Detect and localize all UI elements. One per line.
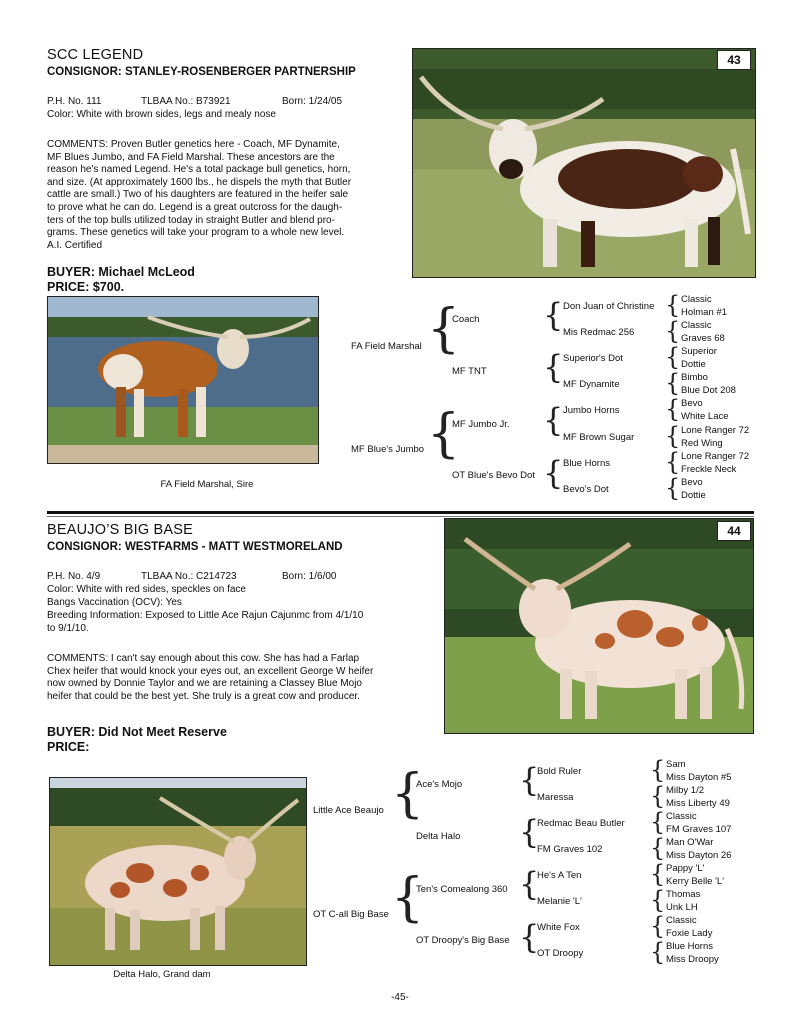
lot44-comments bbox=[47, 653, 427, 703]
pedigree-dam: OT C-all Big Base bbox=[313, 909, 389, 920]
pedigree-ggp: Bevo's Dot bbox=[563, 484, 609, 495]
pedigree-ggp: Bold Ruler bbox=[537, 766, 582, 777]
bracket: { bbox=[391, 868, 425, 928]
pedigree-gggp: Lone Ranger 72 bbox=[681, 451, 750, 462]
comment-line: now owned by Donnie Taylor and we are retaining a Classey Blue Mojo bbox=[47, 678, 362, 690]
bracket: { bbox=[665, 422, 681, 450]
pedigree-gggp: Freckle Neck bbox=[681, 464, 737, 475]
pedigree-ggp: Don Juan of Christine bbox=[563, 301, 655, 312]
bracket: { bbox=[519, 761, 540, 799]
pedigree-sire: FA Field Marshal bbox=[351, 341, 422, 352]
lot44-title: BEAUJO’S BIG BASE bbox=[47, 522, 194, 538]
comment-line: COMMENTS: I can't say enough about this cow. She has had a Farlap bbox=[47, 653, 360, 664]
lot43-buyer: BUYER: Michael McLeod bbox=[47, 265, 195, 279]
lot44-ph-no: P.H. No. 4/9 bbox=[47, 571, 101, 582]
pedigree-ggp: FM Graves 102 bbox=[537, 844, 603, 855]
lot43-number-badge: 43 bbox=[717, 50, 751, 70]
bracket: { bbox=[543, 401, 564, 439]
bracket: { bbox=[650, 834, 666, 862]
pedigree-gggp: Lone Ranger 72 bbox=[681, 425, 750, 436]
pedigree-gggp: Classic bbox=[666, 811, 697, 822]
pedigree-gggp: Holman #1 bbox=[681, 307, 727, 318]
pedigree-gggp: Bimbo bbox=[681, 372, 708, 383]
bracket: { bbox=[650, 938, 666, 966]
pedigree-grandparent: OT Droopy's Big Base bbox=[416, 935, 510, 946]
pedigree-grandparent: Delta Halo bbox=[416, 831, 461, 842]
lot43-tlbaa-no: TLBAA No.: B73921 bbox=[141, 96, 231, 107]
lot44-color: Color: White with red sides, speckles on face bbox=[47, 584, 246, 595]
bracket: { bbox=[543, 454, 564, 492]
bracket: { bbox=[665, 395, 681, 423]
lot44-bangs: Bangs Vaccination (OCV): Yes bbox=[47, 597, 182, 608]
pedigree-grandparent: Ten's Comealong 360 bbox=[416, 884, 508, 895]
comment-line: cattle are small.) Two of his daughters are featured in the heifer sale bbox=[47, 189, 349, 201]
pedigree-ggp: Blue Horns bbox=[563, 458, 610, 469]
pedigree-ggp: Melanie 'L' bbox=[537, 896, 582, 907]
longhorn-bull-photo bbox=[413, 49, 755, 277]
bracket: { bbox=[391, 764, 425, 824]
pedigree-gggp: Thomas bbox=[666, 889, 701, 900]
bracket: { bbox=[665, 291, 681, 319]
pedigree-grandparent: Coach bbox=[452, 314, 480, 325]
lot44-price: PRICE: bbox=[47, 740, 90, 754]
comment-line: reason he's named Legend. He's a total package bull genetics, horn, bbox=[47, 164, 351, 176]
pedigree-gggp: Red Wing bbox=[681, 438, 723, 449]
pedigree-gggp: Classic bbox=[681, 320, 712, 331]
page-number: -45- bbox=[391, 992, 409, 1003]
pedigree-gggp: Blue Horns bbox=[666, 941, 713, 952]
bracket: { bbox=[650, 782, 666, 810]
bracket: { bbox=[650, 912, 666, 940]
pedigree-gggp: Classic bbox=[681, 294, 712, 305]
pedigree-gggp: Classic bbox=[666, 915, 697, 926]
pedigree-ggp: Superior's Dot bbox=[563, 353, 623, 364]
pedigree-dam: MF Blue's Jumbo bbox=[351, 444, 425, 455]
pedigree-ggp: OT Droopy bbox=[537, 948, 584, 959]
pedigree-sire: Little Ace Beaujo bbox=[313, 805, 384, 816]
bracket: { bbox=[665, 317, 681, 345]
lot44-photo-caption: Delta Halo, Grand dam bbox=[113, 969, 211, 980]
pedigree-ggp: Maressa bbox=[537, 792, 574, 803]
bracket: { bbox=[543, 296, 564, 334]
pedigree-grandparent: MF TNT bbox=[452, 366, 487, 377]
pedigree-gggp: Bevo bbox=[681, 477, 703, 488]
lot44-number-badge: 44 bbox=[717, 521, 751, 541]
lot43-consignor: CONSIGNOR: STANLEY-ROSENBERGER PARTNERSHIP bbox=[47, 66, 356, 78]
pedigree-gggp: FM Graves 107 bbox=[666, 824, 732, 835]
pedigree-ggp: White Fox bbox=[537, 922, 580, 933]
lot44-main-photo bbox=[444, 518, 754, 734]
bracket: { bbox=[650, 860, 666, 888]
bracket: { bbox=[650, 756, 666, 784]
section-divider bbox=[47, 511, 754, 514]
lot44-tlbaa-no: TLBAA No.: C214723 bbox=[141, 571, 237, 582]
pedigree-ggp: Mis Redmac 256 bbox=[563, 327, 635, 338]
lot44-breeding: Breeding Information: Exposed to Little Ace Rajun Cajunmc from 4/1/10 bbox=[47, 610, 364, 621]
pedigree-ggp: Jumbo Horns bbox=[563, 405, 620, 416]
pedigree-gggp: Foxie Lady bbox=[666, 928, 713, 939]
pedigree-grandparent: Ace's Mojo bbox=[416, 779, 463, 790]
pedigree-ggp: Redmac Beau Butler bbox=[537, 818, 625, 829]
pedigree-gggp: Superior bbox=[681, 346, 717, 357]
pedigree-gggp: Graves 68 bbox=[681, 333, 725, 344]
pedigree-gggp: Bevo bbox=[681, 398, 703, 409]
pedigree-gggp: White Lace bbox=[681, 411, 729, 422]
pedigree-gggp: Man O'War bbox=[666, 837, 714, 848]
lot43-ph-no: P.H. No. 111 bbox=[47, 96, 102, 107]
comment-line: Chex heifer that would knock your eyes out, an excellent George W heifer bbox=[47, 665, 374, 677]
pedigree-gggp: Dottie bbox=[681, 359, 706, 370]
lot44-grand-dam-photo bbox=[49, 777, 307, 966]
lot43-photo-caption: FA Field Marshal, Sire bbox=[160, 479, 254, 490]
longhorn-cow-photo bbox=[445, 519, 753, 733]
lot44-born: Born: 1/6/00 bbox=[282, 571, 337, 582]
pedigree-gggp: Milby 1/2 bbox=[666, 785, 705, 796]
pedigree-gggp: Miss Dayton 26 bbox=[666, 850, 732, 861]
pedigree-ggp: He's A Ten bbox=[537, 870, 582, 881]
lot43-color: Color: White with brown sides, legs and mealy nose bbox=[47, 109, 276, 120]
pedigree-ggp: MF Brown Sugar bbox=[563, 432, 635, 443]
lot43-sire-photo bbox=[47, 296, 319, 464]
pedigree-grandparent: MF Jumbo Jr. bbox=[452, 419, 510, 430]
section-divider-thin bbox=[47, 516, 754, 517]
bracket: { bbox=[519, 865, 540, 903]
comment-line: MF Blues Jumbo, and FA Field Marshal. These ancestors are the bbox=[47, 151, 335, 163]
lot44-consignor: CONSIGNOR: WESTFARMS - MATT WESTMORELAND bbox=[47, 541, 343, 553]
pedigree-gggp: Sam bbox=[666, 759, 686, 770]
pedigree-gggp: Blue Dot 208 bbox=[681, 385, 736, 396]
pedigree-gggp: Pappy 'L' bbox=[666, 863, 705, 874]
pedigree-gggp: Miss Liberty 49 bbox=[666, 798, 730, 809]
sire-photo-image bbox=[48, 297, 318, 463]
bracket: { bbox=[427, 299, 461, 359]
lot43-price: PRICE: $700. bbox=[47, 280, 125, 294]
pedigree-gggp: Dottie bbox=[681, 490, 706, 501]
bracket: { bbox=[543, 348, 564, 386]
bracket: { bbox=[519, 918, 540, 956]
comment-line: A.I. Certified bbox=[47, 239, 103, 251]
lot43-title: SCC LEGEND bbox=[47, 47, 144, 63]
pedigree-ggp: MF Dynamite bbox=[563, 379, 620, 390]
comment-line: and size. (At approximately 1600 lbs., he dispels the myth that Butler bbox=[47, 176, 352, 188]
bracket: { bbox=[665, 474, 681, 502]
bracket: { bbox=[665, 369, 681, 397]
bracket: { bbox=[665, 448, 681, 476]
pedigree-gggp: Miss Droopy bbox=[666, 954, 719, 965]
comment-line: to prove what he can do. Legend is a great outcross for the daugh- bbox=[47, 201, 343, 213]
pedigree-gggp: Miss Dayton #5 bbox=[666, 772, 732, 783]
lot43-born: Born: 1/24/05 bbox=[282, 96, 343, 107]
lot44-breeding-cont: to 9/1/10. bbox=[47, 623, 89, 634]
bracket: { bbox=[665, 343, 681, 371]
comment-line: grams. These genetics will take your program to a whole new level. bbox=[47, 227, 345, 239]
lot44-buyer: BUYER: Did Not Meet Reserve bbox=[47, 725, 227, 739]
bracket: { bbox=[519, 813, 540, 851]
grand-dam-photo-image bbox=[50, 778, 306, 965]
comment-line: ters of the top bulls utilized today in straight Butler and blend pro- bbox=[47, 214, 335, 226]
pedigree-gggp: Unk LH bbox=[666, 902, 698, 913]
bracket: { bbox=[650, 808, 666, 836]
pedigree-gggp: Kerry Belle 'L' bbox=[666, 876, 725, 887]
lot43-comments bbox=[47, 139, 407, 252]
pedigree-grandparent: OT Blue's Bevo Dot bbox=[452, 470, 535, 481]
bracket: { bbox=[427, 404, 461, 464]
comment-line: COMMENTS: Proven Butler genetics here - Coach, MF Dynamite, bbox=[47, 139, 340, 150]
bracket: { bbox=[650, 886, 666, 914]
comment-line: heifer that could be the best yet. She truly is a great cow and producer. bbox=[47, 690, 360, 702]
lot43-main-photo bbox=[412, 48, 756, 278]
